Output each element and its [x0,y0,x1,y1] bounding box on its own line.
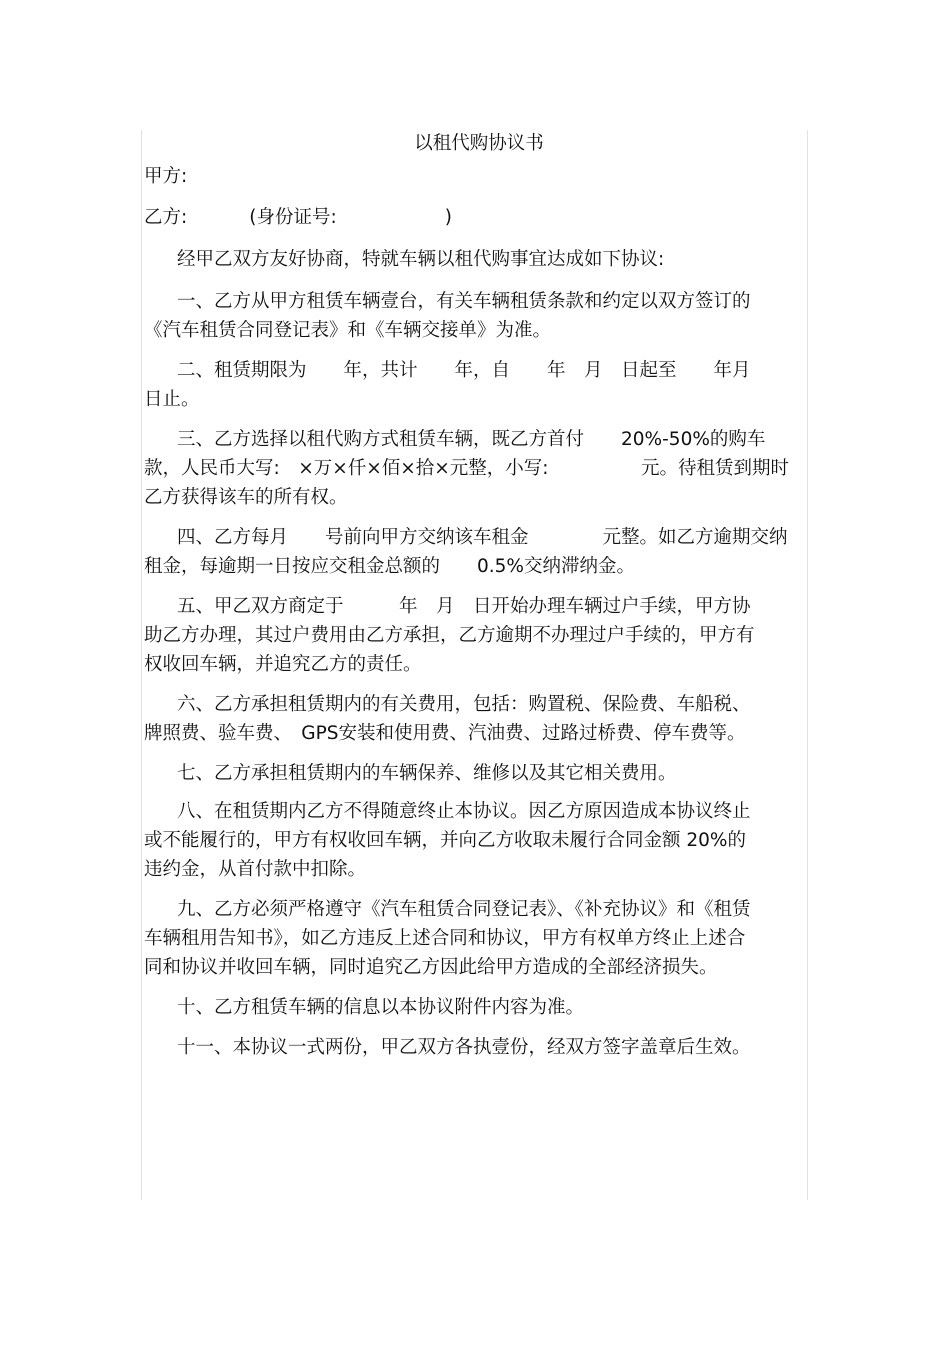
party-b-line [144,203,804,232]
clause-7: 七、乙方承担租赁期内的车辆保养、维修以及其它相关费用。 [177,763,677,784]
clause-9: 九、乙方必须严格遵守《汽车租赁合同登记表》、《补充协议》和《租赁车辆租用告知书》，如乙方违反上述合同和协议，甲方有权单方终止上述合同和协议并收回车辆，同时追究乙方因此给甲方造成的全部经济损失。 [144,899,751,978]
clause-1: 一、乙方从甲方租赁车辆壹台，有关车辆租赁条款和约定以双方签订的《汽车租赁合同登记表》和《车辆交接单》为准。 [144,291,751,341]
intro-paragraph: 经甲乙双方友好协商，特就车辆以租代购事宜达成如下协议: [177,249,665,270]
party-b-id-label: (身份证号: [249,207,337,228]
page-border-right [807,130,808,1200]
clause-2: 二、租赁期限为 年，共计 年，自 年 月 日起至 年月 日止。 [144,360,770,410]
clause-6: 六、乙方承担租赁期内的有关费用，包括：购置税、保险费、车船税、牌照费、验车费、 GPS安装和使用费、汽油费、过路过桥费、停车费等。 [144,694,751,744]
clause-3: 三、乙方选择以租代购方式租赁车辆，既乙方首付 20%-50%的购车款，人民币大写: ×万×仟×佰×拾×元整，小写: 元。待租赁到期时乙方获得该车的所有权。 [144,429,789,508]
document-title: 以租代购协议书 [414,133,544,154]
clause-10: 十、乙方租赁车辆的信息以本协议附件内容为准。 [177,997,585,1018]
party-b-label: 乙方: [144,207,188,228]
party-b-id-close: ) [444,207,452,228]
clause-5: 五、甲乙双方商定于 年 月 日开始办理车辆过户手续，甲方协助乙方办理，其过户费用由乙方承担，乙方逾期不办理过户手续的，甲方有权收回车辆，并追究乙方的责任。 [144,596,755,675]
clause-8: 八、在租赁期内乙方不得随意终止本协议。因乙方原因造成本协议终止或不能履行的，甲方有权收回车辆，并向乙方收取未履行合同金额 20%的违约金，从首付款中扣除。 [144,801,751,880]
page-border-left [141,130,142,1200]
party-a-line: 甲方: [144,166,188,187]
clause-11: 十一、本协议一式两份，甲乙双方各执壹份，经双方签字盖章后生效。 [177,1037,751,1058]
agreement-document [144,129,804,1073]
clause-4: 四、乙方每月 号前向甲方交纳该车租金 元整。如乙方逾期交纳租金，每逾期一日按应交租金总额的 0.5%交纳滞纳金。 [144,527,788,577]
